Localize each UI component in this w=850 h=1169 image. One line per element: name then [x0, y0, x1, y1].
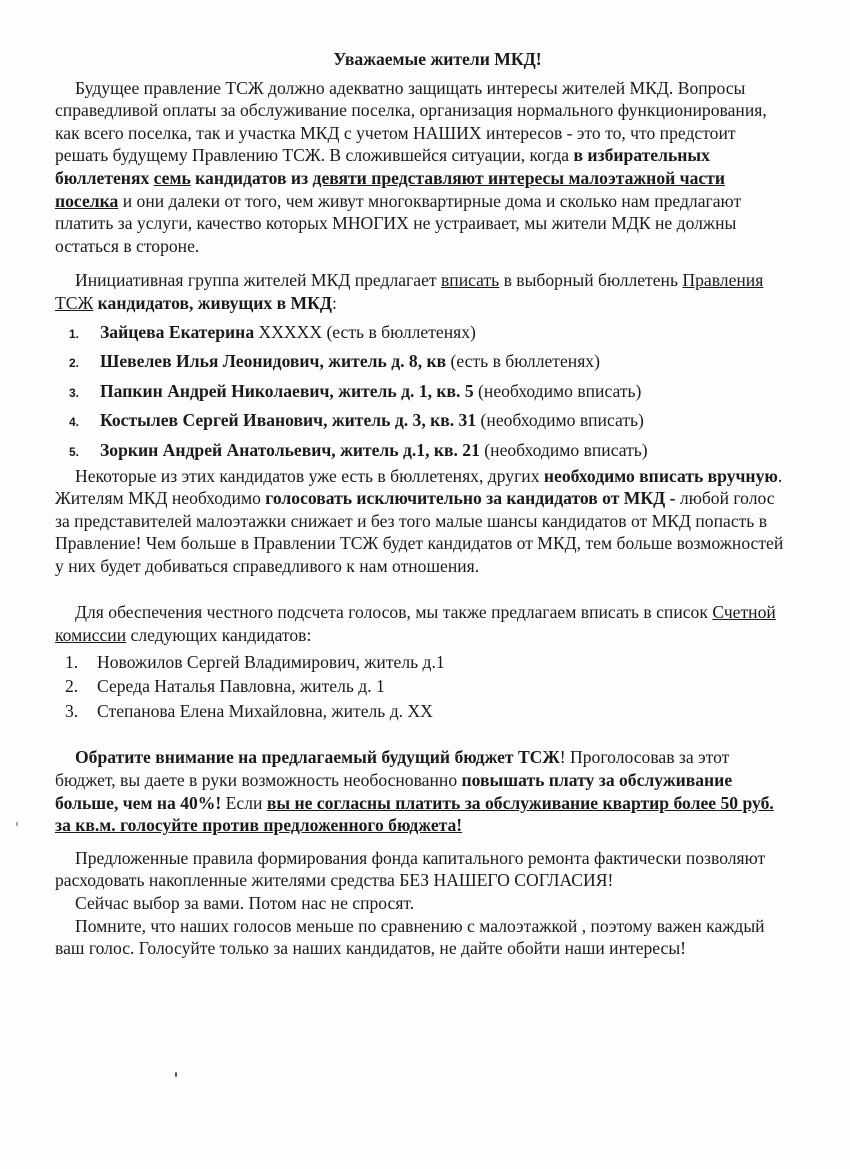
candidate-name: Шевелев Илья Леонидович [100, 351, 320, 372]
candidate-note: (есть в бюллетенях) [446, 351, 600, 372]
advice-text-3: любой голос за представителей малоэтажки снижает и без того малые шансы кандидатов от МКД попасть в Правление! Чем больше в Правлении ТСЖ будет кандидатов от МКД, тем больше возможностей у них будет добиваться справедливого к нам отношения. [55, 488, 784, 576]
commission-member: Середа Наталья Павловна, житель д. 1 [97, 676, 385, 697]
candidate-name: Зайцева Екатерина [100, 321, 255, 342]
candidate-name: Костылев Сергей Иванович [100, 410, 324, 431]
voting-advice-paragraph [55, 465, 790, 578]
intro-text-2: и они далеки от того, чем живут многоквартирные дома и сколько нам предлагают платить за услуги, качество которых МНОГИХ не устраивает, мы жители МДК не должны остаться в стороне. [55, 190, 742, 256]
list-number: 5. [69, 444, 80, 459]
list-number: 2. [65, 676, 79, 697]
initiative-text: Инициативная группа жителей МКД предлагает [75, 270, 441, 291]
commission-paragraph [55, 601, 790, 646]
initiative-paragraph [55, 269, 790, 314]
advice-text-2: . Жителям МКД необходимо [55, 465, 783, 509]
candidate-note: (необходимо вписать) [479, 439, 648, 460]
list-item [55, 439, 790, 464]
budget-bold-text: Обратите внимание на предлагаемый будущий бюджет ТСЖ [75, 747, 560, 768]
scan-speck [175, 1072, 177, 1077]
intro-bold-text-2: кандидатов из [190, 167, 313, 188]
commission-list [55, 651, 790, 723]
commission-member: Степанова Елена Михайловна, житель д. XX [97, 700, 433, 721]
initiative-underlined-word: вписать [440, 270, 500, 291]
intro-text: Будущее правление ТСЖ должно адекватно защищать интересы жителей МКД. Вопросы справедливой оплаты за обслуживание поселка, организация нормального функционирования, как всего поселка, так и участка МКД с учетом НАШИХ интересов - это то, что предстоит решать будущему Правлению ТСЖ. В сложившейся ситуации, когда [55, 77, 767, 166]
advice-text: Некоторые из этих кандидатов уже есть в бюллетенях, других [75, 465, 544, 486]
candidate-name: Папкин Андрей Николаевич [100, 380, 330, 401]
candidate-address: , житель д. 1, кв. 5 [329, 380, 474, 401]
candidate-address: , житель д. 8, кв [319, 351, 447, 372]
commission-underlined: Счетной комиссии [55, 602, 776, 646]
initiative-bold-text: кандидатов, живущих в МКД [93, 292, 332, 313]
candidate-address: , житель д.1, кв. 21 [331, 439, 480, 460]
list-number: 3. [65, 700, 79, 721]
budget-bold-text-2: повышать плату за обслуживание больше, чем на 40%! [55, 770, 733, 813]
candidate-note: (необходимо вписать) [476, 410, 644, 431]
budget-text: ! Проголосовав за этот бюджет, вы даете в руки возможность необоснованно [55, 747, 730, 791]
intro-paragraph [55, 77, 790, 258]
advice-bold-text: необходимо вписать вручную [543, 465, 778, 486]
choice-paragraph: Сейчас выбор за вами. Потом нас не спросят. [75, 893, 415, 913]
candidate-name: Зоркин Андрей Анатольевич [100, 439, 332, 460]
budget-text-2: Если [221, 792, 267, 813]
list-number: 4. [69, 415, 80, 430]
intro-bold-text: в избирательных бюллетенях [55, 145, 710, 188]
page-title: Уважаемые жители МКД! [333, 49, 542, 69]
list-item [55, 350, 790, 375]
list-item [55, 651, 790, 674]
initiative-colon: : [331, 292, 337, 313]
repair-fund-paragraph: Предложенные правила формирования фонда капитального ремонта фактически позволяют расходовать накопленные жителями средства БЕЗ НАШЕГО СОГЛАСИЯ! [55, 847, 766, 891]
candidate-note: XXXXX (есть в бюллетенях) [254, 321, 476, 342]
intro-underlined-word: семь [153, 167, 191, 188]
closing-paragraph: Помните, что наших голосов меньше по сравнению с малоэтажкой , поэтому важен каждый ваш голос. Голосуйте только за наших кандидатов, не дайте обойти наши интересы! [55, 915, 765, 959]
budget-paragraph [55, 746, 790, 836]
list-number: 1. [65, 651, 79, 672]
budget-underlined-warning: вы не согласны платить за обслуживание квартир более 50 руб. за кв.м. голосуйте против предложенного бюджета! [55, 792, 774, 836]
list-item [55, 409, 790, 434]
advice-bold-text-2: голосовать исключительно за кандидатов от МКД - [265, 488, 676, 509]
letter-body [55, 48, 790, 960]
list-item [55, 675, 790, 698]
list-item [55, 700, 790, 723]
list-item [55, 321, 790, 346]
list-item [55, 380, 790, 405]
intro-underlined-phrase: девяти представляют интересы малоэтажной части поселка [55, 167, 725, 211]
candidate-address: , житель д. 3, кв. 31 [323, 410, 477, 431]
candidate-list [55, 321, 790, 464]
candidate-note: (необходимо вписать) [473, 380, 642, 401]
commission-text-2: следующих кандидатов: [126, 625, 312, 646]
commission-text: Для обеспечения честного подсчета голосов, мы также предлагаем вписать в список [75, 602, 713, 623]
commission-member: Новожилов Сергей Владимирович, житель д.1 [97, 651, 445, 672]
initiative-text-2: в выборный бюллетень [499, 270, 683, 291]
list-number: 3. [69, 385, 80, 400]
initiative-underlined-board: Правления ТСЖ [55, 270, 764, 313]
list-number: 2. [69, 356, 80, 371]
list-number: 1. [69, 326, 80, 341]
scan-speck [16, 822, 18, 826]
